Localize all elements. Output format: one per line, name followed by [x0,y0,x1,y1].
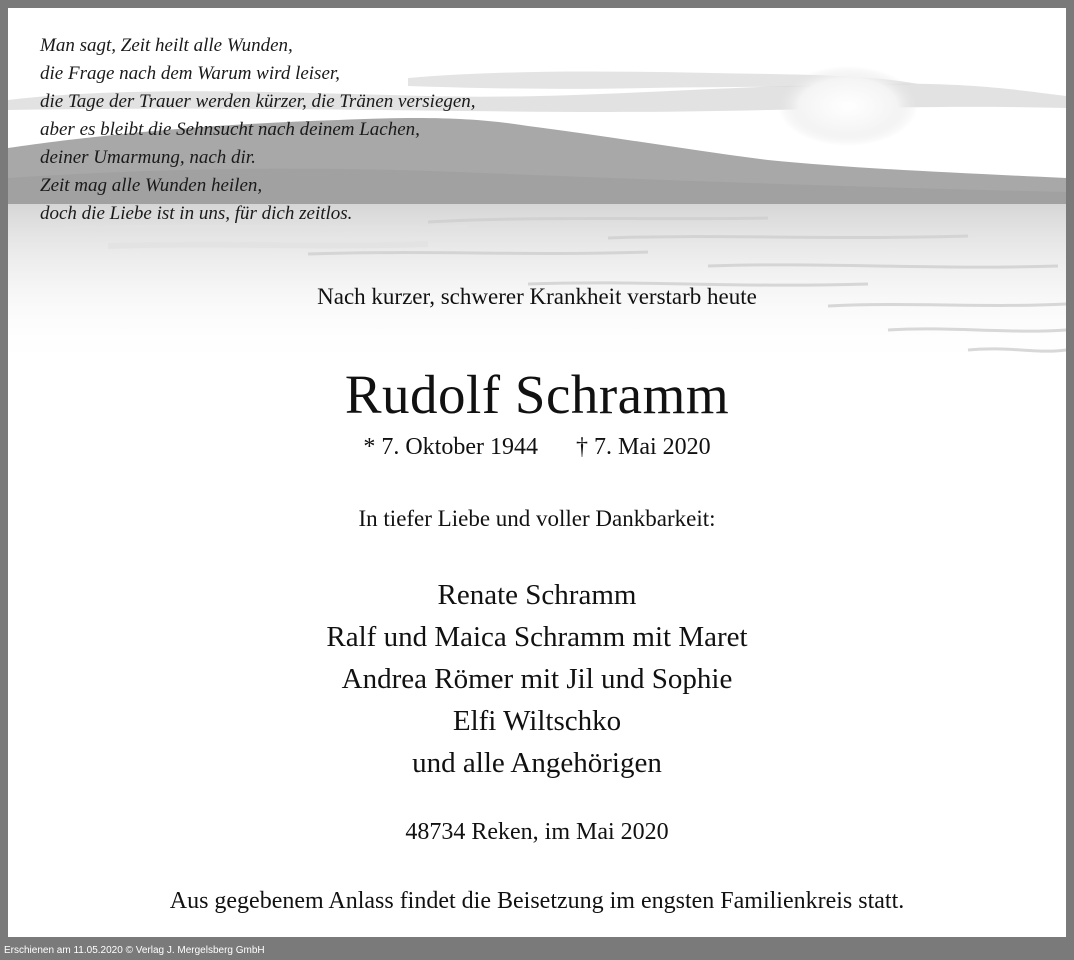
mourner: Elfi Wiltschko [452,705,622,737]
mourner: Renate Schramm [437,579,637,611]
poem-line: doch die Liebe ist in uns, für dich zeitlos. [40,203,353,224]
place-date: 48734 Reken, im Mai 2020 [405,819,669,845]
poem-line: Zeit mag alle Wunden heilen, [40,175,263,196]
mourners-list [8,574,1066,784]
mourner: und alle Angehörigen [412,747,662,779]
death-date: † 7. Mai 2020 [575,434,711,460]
poem-line: Man sagt, Zeit heilt alle Wunden, [40,35,293,56]
birth-date: * 7. Oktober 1944 [363,434,538,460]
intro-text: Nach kurzer, schwerer Krankheit verstarb heute [317,284,757,309]
burial-note: Aus gegebenem Anlass findet die Beisetzung im engsten Familienkreis statt. [169,888,905,914]
deceased-name: Rudolf Schramm [344,364,730,425]
obituary-card [8,8,1066,937]
poem-line: die Frage nach dem Warum wird leiser, [40,63,340,84]
publication-footer: Erschienen am 11.05.2020 © Verlag J. Mergelsberg GmbH [4,945,265,956]
mourner: Andrea Römer mit Jil und Sophie [341,663,733,695]
life-dates [8,434,1066,461]
poem [40,32,476,228]
poem-line: aber es bleibt die Sehnsucht nach deinem Lachen, [40,119,420,140]
poem-line: die Tage der Trauer werden kürzer, die Tränen versiegen, [40,91,476,112]
thanks-line: In tiefer Liebe und voller Dankbarkeit: [358,506,716,531]
poem-line: deiner Umarmung, nach dir. [40,147,256,168]
mourner: Ralf und Maica Schramm mit Maret [326,621,748,653]
